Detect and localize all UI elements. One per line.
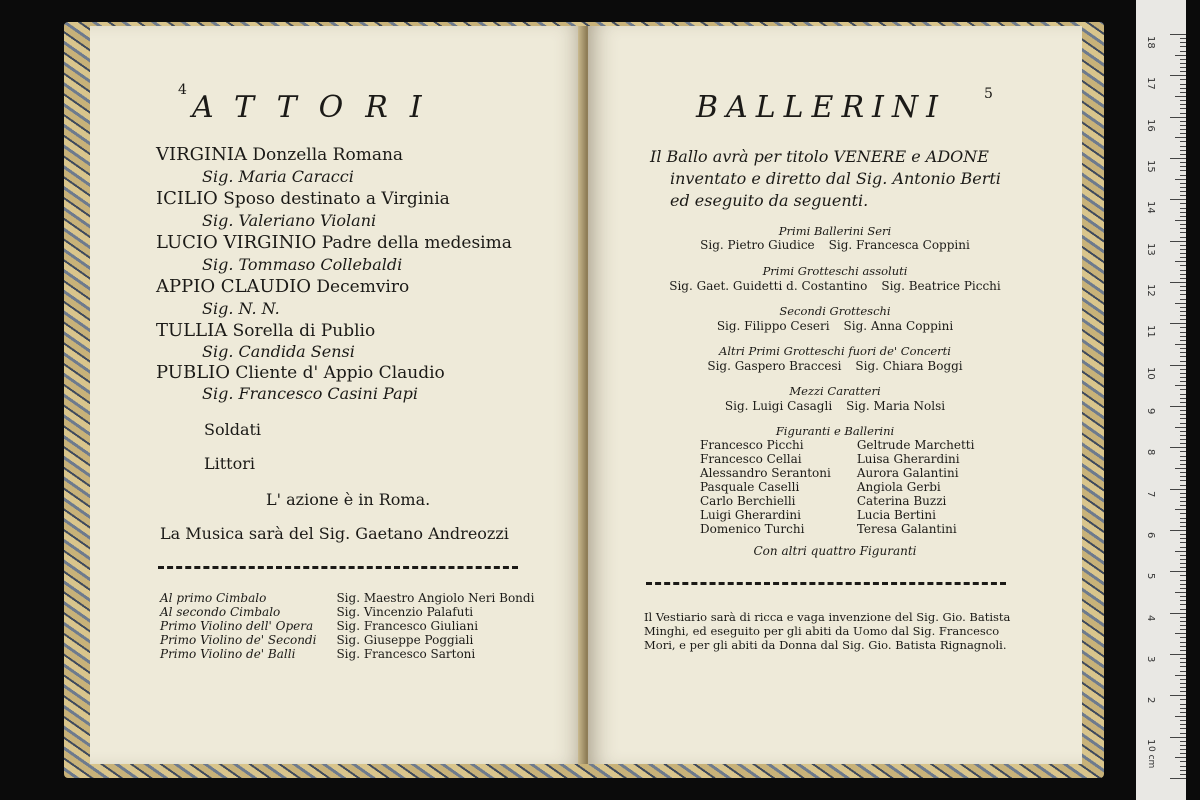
table-row: Domenico Turchi Teresa Galantini <box>700 522 957 536</box>
ruler-tick <box>1170 737 1186 738</box>
ruler-tick <box>1170 199 1186 200</box>
ruler-tick <box>1180 42 1186 43</box>
ruler-tick <box>1180 336 1186 337</box>
ruler-tick <box>1175 344 1186 345</box>
ruler-tick <box>1180 761 1186 762</box>
ruler-label: 10 <box>1145 366 1156 380</box>
ruler-tick <box>1180 522 1186 523</box>
ruler-tick <box>1180 575 1186 576</box>
ruler-tick <box>1180 745 1186 746</box>
ruler-tick <box>1180 410 1186 411</box>
ruler-tick <box>1180 538 1186 539</box>
ruler-tick <box>1170 282 1186 283</box>
ruler-tick <box>1175 509 1186 510</box>
ruler-tick <box>1170 530 1186 531</box>
ruler-label: 5 <box>1145 573 1156 580</box>
ruler-tick <box>1175 592 1186 593</box>
ruler-tick <box>1180 629 1186 630</box>
ruler-tick <box>1170 365 1186 366</box>
ruler-tick <box>1180 92 1186 93</box>
ruler-tick <box>1170 323 1186 324</box>
ruler-tick <box>1180 369 1186 370</box>
ruler-tick <box>1180 439 1186 440</box>
ballet-intro-line: inventato e diretto dal Sig. Antonio Berti <box>670 169 1001 188</box>
ruler-tick <box>1180 749 1186 750</box>
ruler-tick <box>1180 129 1186 130</box>
ruler-tick <box>1180 563 1186 564</box>
ruler-tick <box>1180 187 1186 188</box>
cast-role-line: LUCIO VIRGINIO Padre della medesima <box>156 232 512 253</box>
ruler-tick <box>1180 270 1186 271</box>
ruler-tick <box>1180 460 1186 461</box>
page-number: 5 <box>984 86 993 102</box>
table-row: Francesco Picchi Geltrude Marchetti <box>700 438 975 452</box>
ruler-tick <box>1180 658 1186 659</box>
ruler-tick <box>1180 84 1186 85</box>
ruler-tick <box>1180 650 1186 651</box>
cast-actor: Sig. Tommaso Collebaldi <box>202 255 403 274</box>
table-row: Carlo Berchielli Caterina Buzzi <box>700 494 947 508</box>
ruler-tick <box>1170 613 1186 614</box>
ruler-tick <box>1180 237 1186 238</box>
ruler-label: 1 <box>1145 738 1156 746</box>
ruler-tick <box>1180 559 1186 560</box>
ruler-tick <box>1180 361 1186 362</box>
ruler-tick <box>1180 59 1186 60</box>
figuranti-footer: Con altri quattro Figuranti <box>753 544 917 558</box>
ruler-tick <box>1180 418 1186 419</box>
ruler-tick <box>1180 146 1186 147</box>
divider-rule <box>158 566 518 569</box>
extras-littori: Littori <box>204 454 255 473</box>
left-page <box>90 26 584 764</box>
dancer-section-title: Secondi Grotteschi <box>779 304 891 318</box>
cast-actor: Sig. Maria Caracci <box>202 167 354 186</box>
ruler-tick <box>1180 431 1186 432</box>
ruler-tick <box>1180 617 1186 618</box>
table-row: Al primo Cimbalo Sig. Maestro Angiolo Neri Bondi <box>160 591 535 605</box>
dancer-section-title: Mezzi Caratteri <box>789 384 881 398</box>
cast-role-line: ICILIO Sposo destinato a Virginia <box>156 188 450 209</box>
setting-line: L' azione è in Roma. <box>266 490 431 509</box>
measuring-ruler <box>1136 0 1186 800</box>
figuranti-title: Figuranti e Ballerini <box>775 424 895 438</box>
table-row: Pasquale Caselli Angiola Gerbi <box>700 480 941 494</box>
ruler-tick <box>1180 175 1186 176</box>
ruler-label: 7 <box>1145 490 1156 498</box>
ruler-tick <box>1180 708 1186 709</box>
ruler-tick <box>1180 604 1186 605</box>
ruler-tick <box>1180 113 1186 114</box>
ruler-tick <box>1180 600 1186 601</box>
ruler-tick <box>1180 71 1186 72</box>
ruler-tick <box>1180 191 1186 192</box>
ruler-tick <box>1180 373 1186 374</box>
ruler-tick <box>1180 394 1186 395</box>
ruler-tick <box>1175 633 1186 634</box>
ruler-tick <box>1180 249 1186 250</box>
ruler-tick <box>1180 133 1186 134</box>
ruler-tick <box>1180 451 1186 452</box>
ruler-tick <box>1180 389 1186 390</box>
table-row: Alessandro Serantoni Aurora Galantini <box>700 466 959 480</box>
table-row: Primo Violino dell' Opera Sig. Francesco Giuliani <box>160 619 479 633</box>
ruler-tick <box>1170 117 1186 118</box>
ruler-tick <box>1180 402 1186 403</box>
ruler-tick <box>1180 100 1186 101</box>
ruler-label: 3 <box>1145 656 1156 663</box>
page-number: 4 <box>178 82 187 98</box>
ruler-label: 14 <box>1145 201 1156 215</box>
ruler-tick <box>1180 423 1186 424</box>
ruler-tick <box>1170 571 1186 572</box>
ruler-tick <box>1175 757 1186 758</box>
ruler-tick <box>1180 108 1186 109</box>
ruler-tick <box>1180 699 1186 700</box>
ruler-tick <box>1180 398 1186 399</box>
dancer-names: Sig. Filippo Ceseri Sig. Anna Coppini <box>716 319 954 333</box>
ruler-tick <box>1180 435 1186 436</box>
ruler-tick <box>1180 356 1186 357</box>
ruler-label: 11 <box>1145 325 1156 339</box>
ruler-tick <box>1170 778 1186 779</box>
table-row: Al secondo Cimbalo Sig. Vincenzio Palafuti <box>160 605 474 619</box>
ruler-tick <box>1180 691 1186 692</box>
ruler-tick <box>1180 79 1186 80</box>
ruler-tick <box>1180 534 1186 535</box>
ruler-tick <box>1180 104 1186 105</box>
page-heading: BALLERINI <box>696 90 946 125</box>
ruler-tick <box>1180 377 1186 378</box>
ruler-tick <box>1175 55 1186 56</box>
ruler-label: 9 <box>1145 408 1156 415</box>
dancer-section-title: Primi Ballerini Seri <box>778 224 892 238</box>
ruler-tick <box>1180 728 1186 729</box>
ruler-tick <box>1180 741 1186 742</box>
figuranti-table <box>700 438 1000 536</box>
dancer-section-title: Primi Grotteschi assoluti <box>762 264 908 278</box>
ruler-tick <box>1180 162 1186 163</box>
ruler-tick <box>1180 637 1186 638</box>
ruler-tick <box>1180 319 1186 320</box>
ruler-label: 6 <box>1145 532 1156 539</box>
ruler-tick <box>1175 137 1186 138</box>
cast-actor: Sig. Candida Sensi <box>202 342 355 361</box>
cast-role-line: PUBLIO Cliente d' Appio Claudio <box>156 362 445 383</box>
ruler-tick <box>1180 625 1186 626</box>
ruler-tick <box>1170 695 1186 696</box>
right-page <box>588 26 1082 764</box>
ruler-tick <box>1180 290 1186 291</box>
ruler-tick <box>1180 212 1186 213</box>
ruler-label: 2 <box>1145 697 1156 704</box>
dancer-names: Sig. Gaspero Braccesi Sig. Chiara Boggi <box>707 359 963 373</box>
ruler-tick <box>1180 720 1186 721</box>
ruler-tick <box>1175 551 1186 552</box>
ruler-tick <box>1180 621 1186 622</box>
ruler-tick <box>1175 261 1186 262</box>
ruler-tick <box>1170 75 1186 76</box>
ruler-tick <box>1180 505 1186 506</box>
ruler-tick <box>1180 299 1186 300</box>
ruler-tick <box>1180 183 1186 184</box>
ruler-tick <box>1180 315 1186 316</box>
ruler-tick <box>1175 468 1186 469</box>
ruler-tick <box>1180 493 1186 494</box>
ruler-tick <box>1170 34 1186 35</box>
ruler-tick <box>1180 46 1186 47</box>
ruler-tick <box>1180 753 1186 754</box>
ruler-tick <box>1180 232 1186 233</box>
dancer-names: Sig. Gaet. Guidetti d. Costantino Sig. Beatrice Picchi <box>669 279 1001 293</box>
ruler-tick <box>1175 303 1186 304</box>
ruler-tick <box>1180 724 1186 725</box>
ruler-tick <box>1180 294 1186 295</box>
ruler-tick <box>1180 443 1186 444</box>
ruler-tick <box>1180 278 1186 279</box>
ruler-tick <box>1180 257 1186 258</box>
ruler-tick <box>1180 646 1186 647</box>
ruler-tick <box>1180 770 1186 771</box>
ruler-tick <box>1180 766 1186 767</box>
ruler-tick <box>1175 427 1186 428</box>
ruler-tick <box>1180 352 1186 353</box>
ruler-tick <box>1180 518 1186 519</box>
table-row: Luigi Gherardini Lucia Bertini <box>700 508 936 522</box>
ballet-intro-line: ed eseguito da seguenti. <box>670 191 869 210</box>
ruler-tick <box>1180 580 1186 581</box>
ruler-tick <box>1180 733 1186 734</box>
ruler-tick <box>1180 567 1186 568</box>
ruler-tick <box>1180 340 1186 341</box>
ruler-tick <box>1180 584 1186 585</box>
costume-note: Il Vestiario sarà di ricca e vaga invenzione del Sig. Gio. Batista Minghi, ed eseguito per gli abiti da Uomo dal Sig. Francesco Mori, e per gli abiti da Donna dal Sig. Gio. Batista Rignagnoli. <box>644 610 1011 652</box>
ruler-tick <box>1180 542 1186 543</box>
ruler-tick <box>1180 472 1186 473</box>
ruler-tick <box>1180 141 1186 142</box>
page-heading: ATTORI <box>192 90 444 125</box>
ruler-tick <box>1180 456 1186 457</box>
ruler-tick <box>1180 526 1186 527</box>
ruler-tick <box>1180 687 1186 688</box>
ruler-tick <box>1175 675 1186 676</box>
ruler-tick <box>1180 381 1186 382</box>
dancer-section-title: Altri Primi Grotteschi fuori de' Concerti <box>719 344 951 358</box>
ruler-tick <box>1175 179 1186 180</box>
ruler-tick <box>1175 96 1186 97</box>
ruler-tick <box>1180 228 1186 229</box>
ruler-tick <box>1175 220 1186 221</box>
ruler-tick <box>1180 154 1186 155</box>
ruler-tick <box>1180 609 1186 610</box>
ruler-tick <box>1180 265 1186 266</box>
orchestra-table <box>160 591 540 661</box>
ruler-tick <box>1180 497 1186 498</box>
ruler-tick <box>1180 642 1186 643</box>
ruler-tick <box>1180 712 1186 713</box>
dancer-names: Sig. Luigi Casagli Sig. Maria Nolsi <box>724 399 946 413</box>
ruler-tick <box>1180 501 1186 502</box>
ruler-tick <box>1180 311 1186 312</box>
ruler-tick <box>1180 662 1186 663</box>
cast-role-line: TULLIA Sorella di Publio <box>156 320 376 341</box>
ruler-tick <box>1170 241 1186 242</box>
ruler-tick <box>1180 170 1186 171</box>
ruler-tick <box>1180 63 1186 64</box>
ruler-tick <box>1180 121 1186 122</box>
table-row: Primo Violino de' Balli Sig. Francesco Sartoni <box>160 647 476 661</box>
ruler-tick <box>1180 414 1186 415</box>
table-row: Primo Violino de' Secondi Sig. Giuseppe Poggiali <box>160 633 474 647</box>
ruler-tick <box>1170 406 1186 407</box>
ruler-label: 16 <box>1145 118 1156 132</box>
ruler-tick <box>1170 447 1186 448</box>
ruler-tick <box>1170 158 1186 159</box>
ruler-tick <box>1180 166 1186 167</box>
ruler-tick <box>1180 88 1186 89</box>
music-credit: La Musica sarà del Sig. Gaetano Andreozzi <box>160 524 509 543</box>
ruler-tick <box>1180 666 1186 667</box>
ballet-intro-line: Il Ballo avrà per titolo VENERE e ADONE <box>650 147 989 166</box>
ruler-label: 18 <box>1145 36 1156 49</box>
ruler-tick <box>1180 327 1186 328</box>
ruler-tick <box>1180 596 1186 597</box>
ruler-label: 8 <box>1145 449 1156 456</box>
ruler-tick <box>1180 67 1186 68</box>
ruler-label: 12 <box>1145 284 1156 297</box>
ruler-tick <box>1180 286 1186 287</box>
ruler-tick <box>1180 203 1186 204</box>
ruler-tick <box>1180 253 1186 254</box>
ruler-tick <box>1180 774 1186 775</box>
ruler-tick <box>1180 224 1186 225</box>
ruler-tick <box>1180 555 1186 556</box>
ruler-label: 4 <box>1145 614 1156 622</box>
ruler-tick <box>1170 489 1186 490</box>
ruler-tick <box>1180 125 1186 126</box>
divider-rule <box>646 582 1006 585</box>
ruler-label: 13 <box>1145 242 1156 256</box>
ruler-tick <box>1180 704 1186 705</box>
ruler-tick <box>1175 716 1186 717</box>
ruler-tick <box>1180 547 1186 548</box>
ruler-tick <box>1180 216 1186 217</box>
ruler-tick <box>1180 245 1186 246</box>
cast-actor: Sig. N. N. <box>202 299 280 318</box>
ruler-tick <box>1170 654 1186 655</box>
ruler-tick <box>1180 150 1186 151</box>
ruler-unit: 0 cm <box>1146 746 1156 769</box>
cast-actor: Sig. Francesco Casini Papi <box>202 384 418 403</box>
ruler-tick <box>1180 476 1186 477</box>
ruler-tick <box>1180 513 1186 514</box>
cast-actor: Sig. Valeriano Violani <box>202 211 377 230</box>
ruler-label: 17 <box>1145 77 1156 91</box>
ruler-tick <box>1180 671 1186 672</box>
dancer-names: Sig. Pietro Giudice Sig. Francesca Coppini <box>700 238 970 252</box>
ruler-tick <box>1180 51 1186 52</box>
ruler-tick <box>1180 679 1186 680</box>
ruler-tick <box>1180 348 1186 349</box>
extras-soldati: Soldati <box>204 420 262 439</box>
ruler-tick <box>1180 195 1186 196</box>
table-row: Francesco Cellai Luisa Gherardini <box>700 452 960 466</box>
cast-role-line: APPIO CLAUDIO Decemviro <box>156 276 410 297</box>
ruler-tick <box>1180 307 1186 308</box>
ruler-tick <box>1180 485 1186 486</box>
ruler-tick <box>1180 683 1186 684</box>
ruler-tick <box>1180 332 1186 333</box>
ruler-tick <box>1180 464 1186 465</box>
cast-role-line: VIRGINIA Donzella Romana <box>156 144 404 165</box>
ruler-tick <box>1175 385 1186 386</box>
ruler-label: 15 <box>1145 160 1156 173</box>
ruler-tick <box>1180 480 1186 481</box>
ruler-tick <box>1180 208 1186 209</box>
ruler-tick <box>1180 274 1186 275</box>
ruler-tick <box>1180 38 1186 39</box>
ruler-tick <box>1180 588 1186 589</box>
